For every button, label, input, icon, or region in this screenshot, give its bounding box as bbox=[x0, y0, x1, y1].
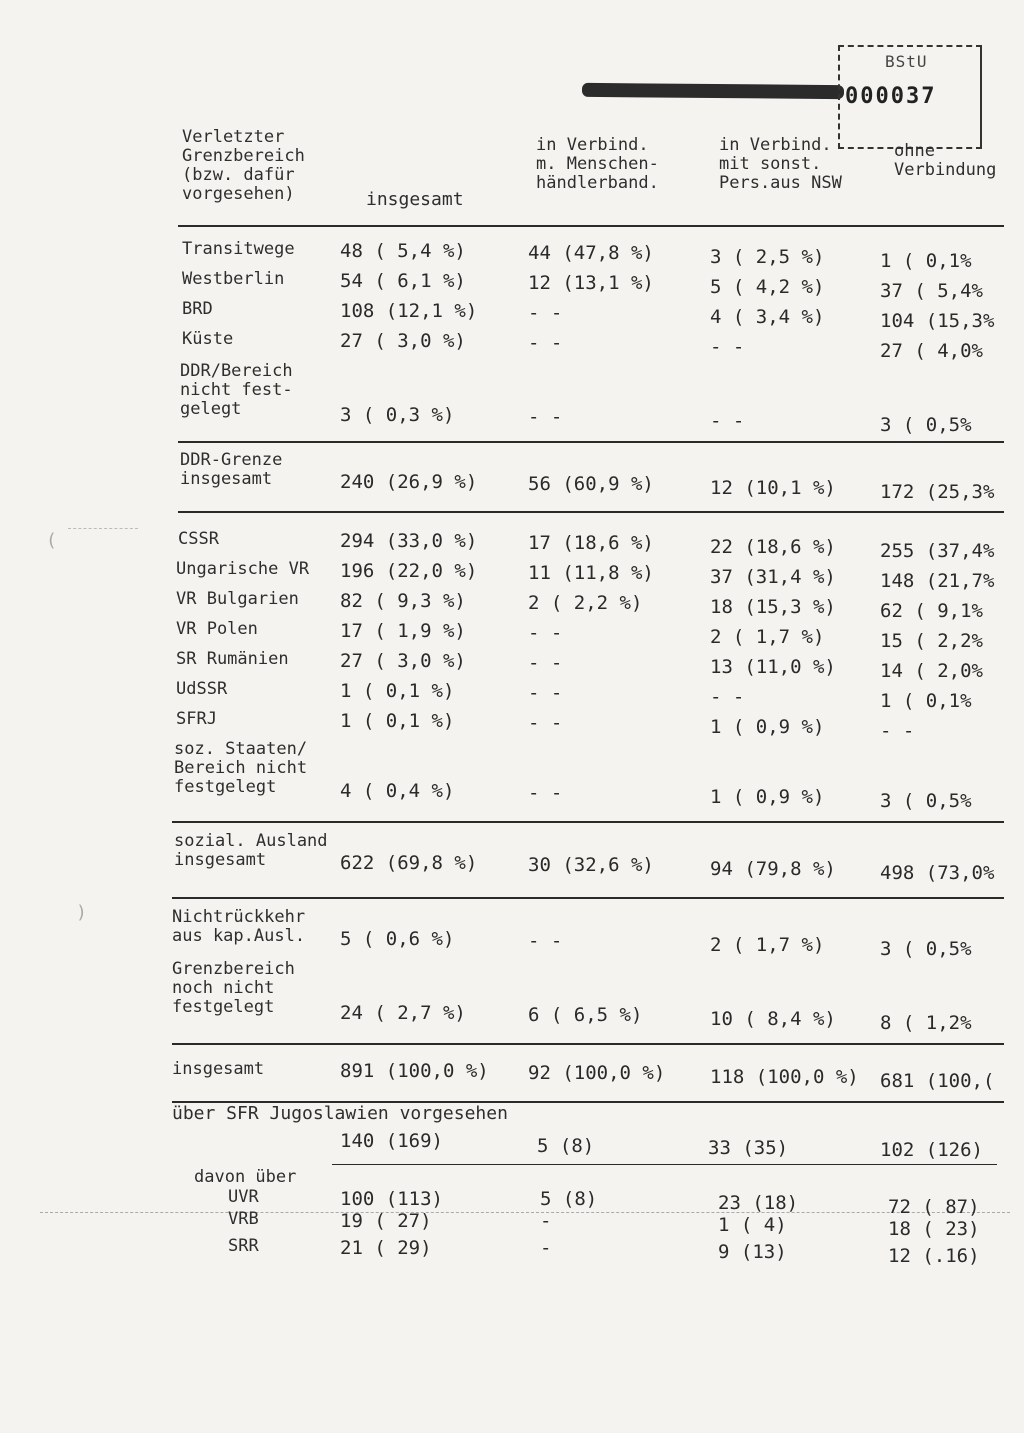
yugoslavia-nsw: 33 (35) bbox=[708, 1137, 789, 1159]
row-traffickers-value: 17 (18,6 %) bbox=[528, 532, 654, 554]
row-traffickers-value: 56 (60,9 %) bbox=[528, 473, 654, 495]
header-total-column: insgesamt bbox=[366, 189, 464, 210]
row-none-value: 37 ( 5,4% bbox=[880, 280, 983, 302]
davon-label: davon über bbox=[194, 1167, 297, 1187]
row-total-value: 5 ( 0,6 %) bbox=[340, 928, 455, 950]
rule-yugoslavia bbox=[332, 1164, 997, 1165]
header-nsw-column: in Verbind. mit sonst. Pers.aus NSW bbox=[719, 135, 842, 193]
sub-row-nsw-value: 1 ( 4) bbox=[718, 1214, 787, 1236]
row-none-value: 498 (73,0% bbox=[880, 862, 995, 884]
row-nsw-value: 12 (10,1 %) bbox=[710, 477, 836, 499]
row-total-value: 54 ( 6,1 %) bbox=[340, 270, 466, 292]
row-nsw-value: 18 (15,3 %) bbox=[710, 596, 836, 618]
row-total-value: 294 (33,0 %) bbox=[340, 530, 478, 552]
header-traffickers-column: in Verbind. m. Menschen- händlerband. bbox=[536, 135, 659, 193]
row-none-value: 1 ( 0,1% bbox=[880, 250, 972, 272]
row-none-value: 148 (21,7% bbox=[880, 570, 995, 592]
row-nsw-value: 94 (79,8 %) bbox=[710, 858, 836, 880]
row-traffickers-value: - - bbox=[528, 302, 563, 324]
row-label: soz. Staaten/ Bereich nicht festgelegt bbox=[174, 739, 308, 797]
sub-row-traffickers-value: 5 (8) bbox=[540, 1188, 598, 1210]
sub-row-none-value: 18 ( 23) bbox=[888, 1218, 980, 1240]
row-label: DDR-Grenze insgesamt bbox=[180, 450, 283, 489]
row-label: Ungarische VR bbox=[176, 559, 310, 579]
sub-row-traffickers-value: - bbox=[540, 1237, 552, 1259]
margin-mark: ( bbox=[46, 530, 57, 551]
sub-row-total-value: 21 ( 29) bbox=[340, 1237, 432, 1259]
row-nsw-value: 118 (100,0 %) bbox=[710, 1066, 859, 1088]
sub-row-traffickers-value: - bbox=[540, 1210, 552, 1232]
sub-row-label: VRB bbox=[228, 1209, 259, 1229]
scan-fold-line bbox=[40, 1212, 1010, 1213]
rule-sozial-start bbox=[172, 821, 1004, 823]
stamp-number: 000037 bbox=[845, 84, 937, 109]
row-total-value: 48 ( 5,4 %) bbox=[340, 240, 466, 262]
row-none-value: 3 ( 0,5% bbox=[880, 790, 972, 812]
sub-row-total-value: 100 (113) bbox=[340, 1188, 443, 1210]
rule-total-start bbox=[172, 1043, 1004, 1045]
row-total-value: 108 (12,1 %) bbox=[340, 300, 478, 322]
rule-ddr-end bbox=[178, 511, 1004, 513]
yugoslavia-traffickers: 5 (8) bbox=[537, 1135, 595, 1157]
row-nsw-value: 2 ( 1,7 %) bbox=[710, 626, 825, 648]
row-none-value: 8 ( 1,2% bbox=[880, 1012, 972, 1034]
row-traffickers-value: 92 (100,0 %) bbox=[528, 1062, 666, 1084]
row-traffickers-value: 12 (13,1 %) bbox=[528, 272, 654, 294]
row-none-value: 62 ( 9,1% bbox=[880, 600, 983, 622]
row-label: Küste bbox=[182, 329, 234, 349]
row-label: Grenzbereich noch nicht festgelegt bbox=[172, 959, 295, 1017]
row-total-value: 240 (26,9 %) bbox=[340, 471, 478, 493]
rule-sozial-end bbox=[172, 897, 1004, 899]
row-traffickers-value: - - bbox=[528, 406, 563, 428]
header-rule bbox=[178, 225, 1004, 227]
row-total-value: 891 (100,0 %) bbox=[340, 1060, 489, 1082]
header-none-column: ohne Verbindung bbox=[894, 141, 997, 180]
row-none-value: 172 (25,3% bbox=[880, 481, 995, 503]
row-total-value: 1 ( 0,1 %) bbox=[340, 710, 455, 732]
redaction-bar bbox=[582, 83, 844, 99]
row-nsw-value: 1 ( 0,9 %) bbox=[710, 716, 825, 738]
row-traffickers-value: - - bbox=[528, 652, 563, 674]
sub-row-total-value: 19 ( 27) bbox=[340, 1210, 432, 1232]
row-traffickers-value: - - bbox=[528, 930, 563, 952]
row-nsw-value: - - bbox=[710, 686, 745, 708]
row-total-value: 622 (69,8 %) bbox=[340, 852, 478, 874]
row-total-value: 27 ( 3,0 %) bbox=[340, 330, 466, 352]
row-total-value: 24 ( 2,7 %) bbox=[340, 1002, 466, 1024]
row-nsw-value: 10 ( 8,4 %) bbox=[710, 1008, 836, 1030]
row-nsw-value: 37 (31,4 %) bbox=[710, 566, 836, 588]
row-total-value: 82 ( 9,3 %) bbox=[340, 590, 466, 612]
row-label: CSSR bbox=[178, 529, 219, 549]
row-label: VR Bulgarien bbox=[176, 589, 299, 609]
row-none-value: 104 (15,3% bbox=[880, 310, 995, 332]
row-nsw-value: 13 (11,0 %) bbox=[710, 656, 836, 678]
row-total-value: 3 ( 0,3 %) bbox=[340, 404, 455, 426]
row-total-value: 196 (22,0 %) bbox=[340, 560, 478, 582]
sub-row-nsw-value: 9 (13) bbox=[718, 1241, 787, 1263]
row-none-value: 1 ( 0,1% bbox=[880, 690, 972, 712]
margin-mark: ) bbox=[76, 902, 87, 923]
row-total-value: 17 ( 1,9 %) bbox=[340, 620, 466, 642]
row-label: VR Polen bbox=[176, 619, 258, 639]
row-nsw-value: 2 ( 1,7 %) bbox=[710, 934, 825, 956]
row-traffickers-value: 2 ( 2,2 %) bbox=[528, 592, 643, 614]
row-nsw-value: - - bbox=[710, 336, 745, 358]
row-total-value: 4 ( 0,4 %) bbox=[340, 780, 455, 802]
row-label: SR Rumänien bbox=[176, 649, 289, 669]
sub-row-label: UVR bbox=[228, 1187, 259, 1207]
row-label: DDR/Bereich nicht fest- gelegt bbox=[180, 361, 293, 419]
row-label: Transitwege bbox=[182, 239, 295, 259]
sub-row-none-value: 12 (.16) bbox=[888, 1245, 980, 1267]
row-none-value: 681 (100,( bbox=[880, 1070, 995, 1092]
yugoslavia-total: 140 (169) bbox=[340, 1130, 443, 1152]
row-label: UdSSR bbox=[176, 679, 228, 699]
row-none-value: 255 (37,4% bbox=[880, 540, 995, 562]
row-none-value: 27 ( 4,0% bbox=[880, 340, 983, 362]
row-none-value: - - bbox=[880, 720, 915, 742]
row-traffickers-value: 6 ( 6,5 %) bbox=[528, 1004, 643, 1026]
row-traffickers-value: - - bbox=[528, 712, 563, 734]
row-label: BRD bbox=[182, 299, 213, 319]
sub-row-none-value: 72 ( 87) bbox=[888, 1196, 980, 1218]
sub-row-nsw-value: 23 (18) bbox=[718, 1192, 799, 1214]
row-label: Westberlin bbox=[182, 269, 285, 289]
header-label-column: Verletzter Grenzbereich (bzw. dafür vorgesehen) bbox=[182, 127, 305, 204]
yugoslavia-none: 102 (126) bbox=[880, 1139, 983, 1161]
row-traffickers-value: 30 (32,6 %) bbox=[528, 854, 654, 876]
row-total-value: 27 ( 3,0 %) bbox=[340, 650, 466, 672]
row-none-value: 3 ( 0,5% bbox=[880, 414, 972, 436]
rule-ddr-start bbox=[178, 441, 1004, 443]
row-label: insgesamt bbox=[172, 1059, 265, 1079]
row-traffickers-value: 11 (11,8 %) bbox=[528, 562, 654, 584]
row-traffickers-value: 44 (47,8 %) bbox=[528, 242, 654, 264]
row-traffickers-value: - - bbox=[528, 622, 563, 644]
row-nsw-value: 5 ( 4,2 %) bbox=[710, 276, 825, 298]
stamp-label: BStU bbox=[885, 52, 928, 71]
row-label: Nichtrückkehr aus kap.Ausl. bbox=[172, 907, 306, 946]
sub-row-label: SRR bbox=[228, 1236, 259, 1256]
row-nsw-value: - - bbox=[710, 410, 745, 432]
row-nsw-value: 4 ( 3,4 %) bbox=[710, 306, 825, 328]
row-nsw-value: 3 ( 2,5 %) bbox=[710, 246, 825, 268]
row-nsw-value: 1 ( 0,9 %) bbox=[710, 786, 825, 808]
row-traffickers-value: - - bbox=[528, 332, 563, 354]
row-none-value: 14 ( 2,0% bbox=[880, 660, 983, 682]
margin-dash bbox=[68, 528, 138, 529]
row-none-value: 3 ( 0,5% bbox=[880, 938, 972, 960]
row-nsw-value: 22 (18,6 %) bbox=[710, 536, 836, 558]
row-total-value: 1 ( 0,1 %) bbox=[340, 680, 455, 702]
row-traffickers-value: - - bbox=[528, 682, 563, 704]
row-traffickers-value: - - bbox=[528, 782, 563, 804]
yugoslavia-title: über SFR Jugoslawien vorgesehen bbox=[172, 1103, 508, 1124]
row-label: SFRJ bbox=[176, 709, 217, 729]
row-label: sozial. Ausland insgesamt bbox=[174, 831, 328, 870]
row-none-value: 15 ( 2,2% bbox=[880, 630, 983, 652]
